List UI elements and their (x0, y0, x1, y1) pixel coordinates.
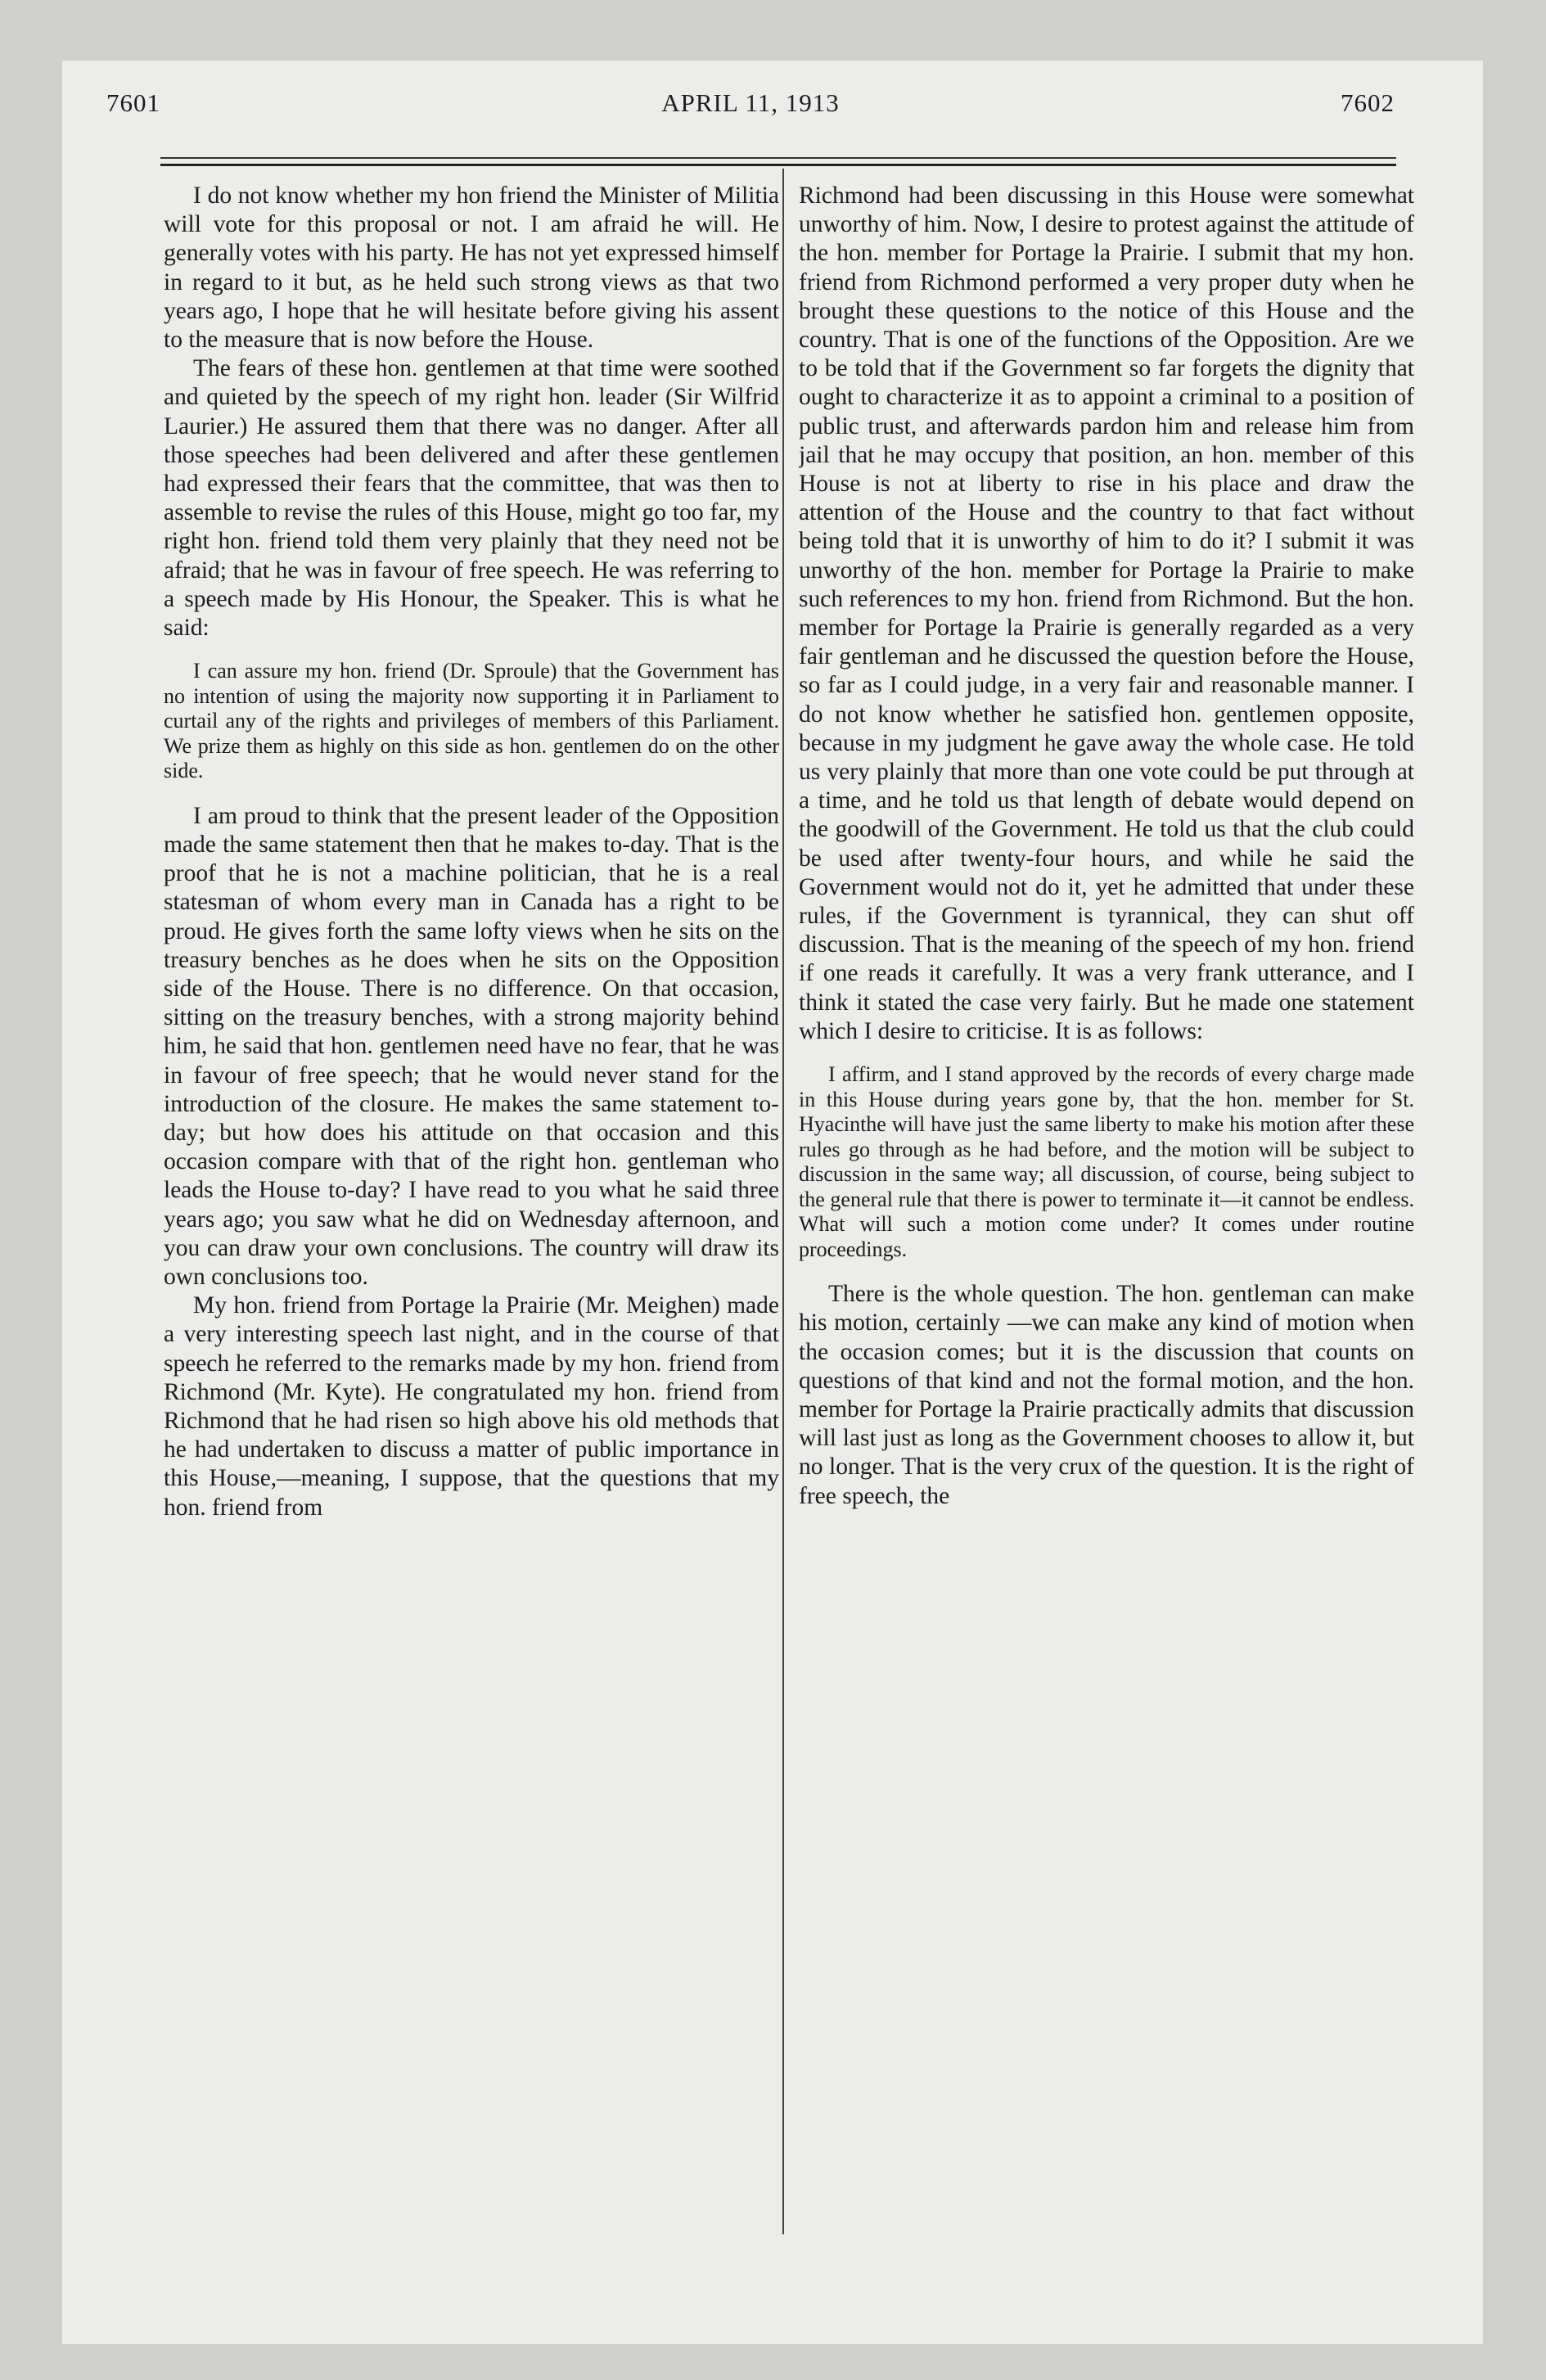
header-rule-thin (160, 157, 1396, 159)
page-date: APRIL 11, 1913 (661, 88, 840, 117)
paragraph: I do not know whether my hon friend the Minister of Militia will vote for this proposal or not. I am afraid he will. He generally votes with his party. He has not yet expressed himself in regard to it but, as he held such strong views as that two years ago, I hope that he will hesitate before giving his assent to the measure that is now before the House. (164, 183, 779, 354)
paragraph: There is the whole question. The hon. gentleman can make his motion, certainly —we can make any kind of motion when the occasion comes; but it is the discussion that counts on questions of that kind and not the formal motion, and the hon. member for Portage la Prairie practically admits that discussion will last just as long as the Government chooses to allow it, but no longer. That is the very crux of the question. It is the right of free speech, the (799, 1281, 1414, 1509)
column-divider (782, 169, 784, 2234)
page-header (106, 88, 1395, 129)
page-number-right: 7602 (1341, 88, 1395, 117)
right-column (799, 182, 1414, 2228)
header-rule-thick (160, 164, 1396, 166)
paragraph: Richmond had been discussing in this House were somewhat unworthy of him. Now, I desire to protest against the attitude of the hon. member for Portage la Prairie. I submit that my hon. friend from Richmond performed a very proper duty when he brought these questions to the notice of this House and the country. That is one of the functions of the Opposition. Are we to be told that if the Government so far forgets the dignity that ought to characterize it as to appoint a criminal to a position of public trust, and afterwards pardon him and release him from jail that he may occupy that position, an hon. member of this House is not at liberty to rise in his place and draw the attention of the House and the country to that fact without being told that it is unworthy of him to do it? I submit it was unworthy of the hon. member for Portage la Prairie to make such references to my hon. friend from Richmond. But the hon. member for Portage la Prairie is generally regarded as a very fair gentleman and he discussed the question before the House, so far as I could judge, in a very fair and reasonable manner. I do not know whether he satisfied hon. gentlemen opposite, because in my judgment he gave away the whole case. He told us very plainly that more than one vote could be put through at a time, and he told us that length of debate would depend on the goodwill of the Government. He told us that the club could be used after twenty-four hours, and while he said the Government would not do it, yet he admitted that under these rules, if the Government is tyrannical, they can shut off discussion. That is the meaning of the speech of my hon. friend if one reads it carefully. It was a very frank utterance, and I think it stated the case very fairly. But he made one statement which I desire to criticise. It is as follows: (799, 183, 1414, 1044)
page-number-left: 7601 (106, 88, 160, 117)
block-quote: I can assure my hon. friend (Dr. Sproule) that the Government has no intention of using the majority now supporting it in Parliament to curtail any of the rights and privileges of members of this Parliament. We prize them as highly on this side as hon. gentlemen do on the other side. (164, 659, 779, 783)
paragraph: The fears of these hon. gentlemen at that time were soothed and quieted by the speech of my right hon. leader (Sir Wilfrid Laurier.) He assured them that there was no danger. After all those speeches had been delivered and after these gentlemen had expressed their fears that the committee, that was then to assemble to revise the rules of this House, might go too far, my right hon. friend told them very plainly that they need not be afraid; that he was in favour of free speech. He was referring to a speech made by His Honour, the Speaker. This is what he said: (164, 355, 779, 642)
paragraph: I am proud to think that the present leader of the Opposition made the same statement then that he makes to-day. That is the proof that he is not a machine politician, that he is a real statesman of whom every man in Canada has a right to be proud. He gives forth the same lofty views when he sits on the treasury benches as he does when he sits on the Opposition side of the House. There is no difference. On that occasion, sitting on the treasury benches, with a strong majority behind him, he said that hon. gentlemen need have no fear, that he was in favour of free speech; that he would never stand for the introduction of the closure. He makes the same statement to-day; but how does his attitude on that occasion and this occasion compare with that of the right hon. gentleman who leads the House to-day? I have read to you what he said three years ago; you saw what he did on Wednesday afternoon, and you can draw your own conclusions. The country will draw its own conclusions too. (164, 802, 779, 1290)
block-quote: I affirm, and I stand approved by the records of every charge made in this House during years gone by, that the hon. member for St. Hyacinthe will have just the same liberty to make his motion after these rules go through as he had before, and the motion will be subject to discussion in the same way; all discussion, of course, being subject to the general rule that there is power to terminate it—it cannot be endless. What will such a motion come under? It comes under routine proceedings. (799, 1062, 1414, 1261)
left-column (164, 182, 779, 2228)
paragraph: My hon. friend from Portage la Prairie (Mr. Meighen) made a very interesting speech last night, and in the course of that speech he referred to the remarks made by my hon. friend from Richmond (Mr. Kyte). He congratulated my hon. friend from Richmond that he had risen so high above his old methods that he had undertaken to discuss a matter of public importance in this House,—meaning, I suppose, that the questions that my hon. friend from (164, 1292, 779, 1521)
